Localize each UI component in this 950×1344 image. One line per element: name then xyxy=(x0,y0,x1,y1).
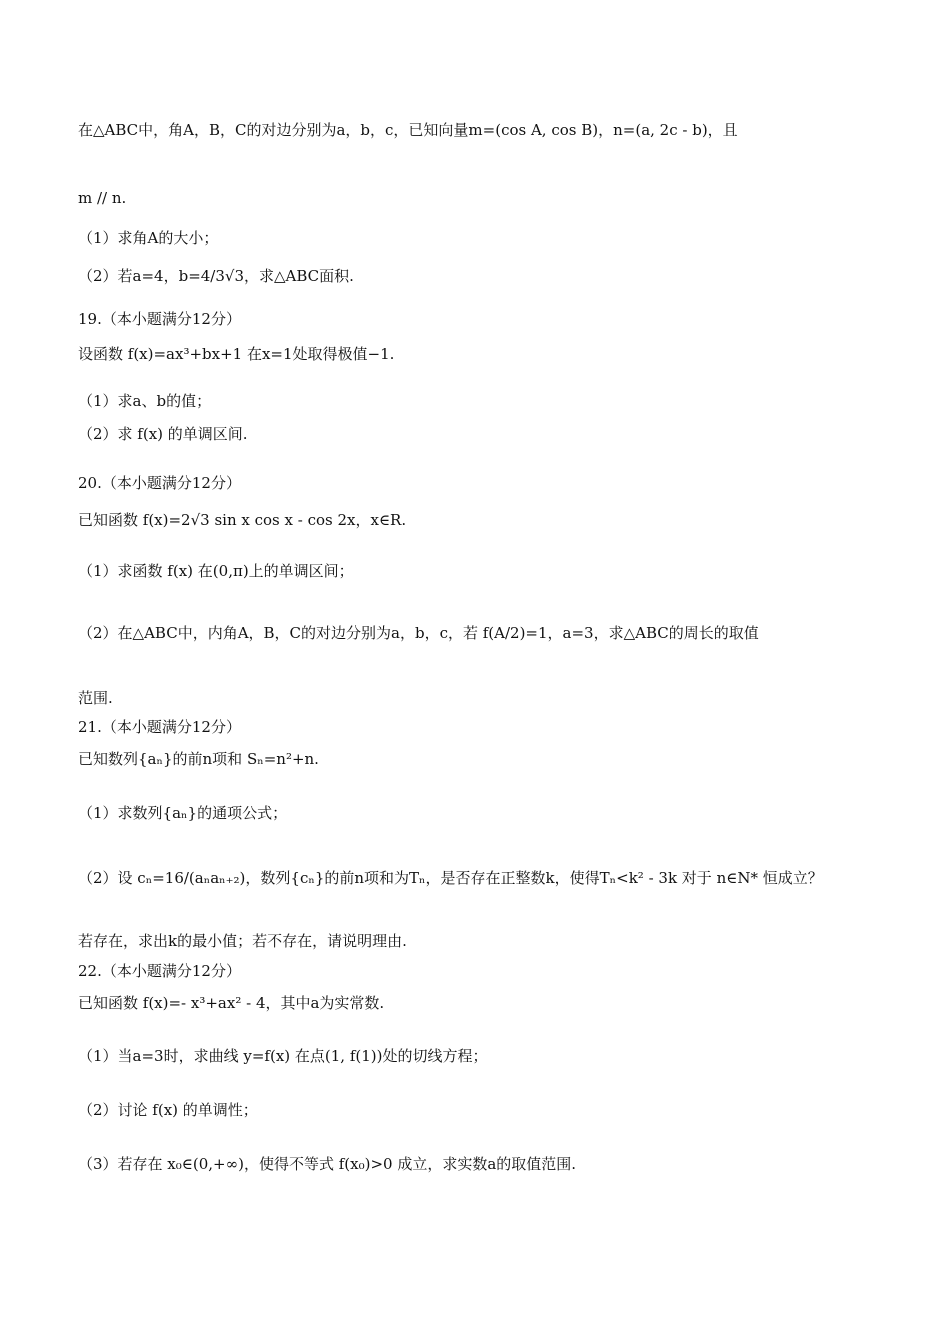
problem22-heading: 22.（本小题满分12分） xyxy=(78,962,241,980)
problem20-q2-cont: 范围. xyxy=(78,689,113,707)
problem20-q1: （1）求函数 f(x) 在(0,π)上的单调区间； xyxy=(78,562,354,580)
problem19-q1: （1）求a、b的值； xyxy=(78,392,212,410)
problem21-stem: 已知数列{aₙ}的前n项和 Sₙ=n²+n. xyxy=(78,750,319,768)
problem20-stem: 已知函数 f(x)=2√3 sin x cos x - cos 2x，x∈R. xyxy=(78,511,407,529)
problem18-q1: （1）求角A的大小； xyxy=(78,229,219,247)
problem21-q2: （2）设 cₙ=16/(aₙaₙ₊₂)，数列{cₙ}的前n项和为Tₙ，是否存在正整数k，使得Tₙ<k² - 3k 对于 n∈N* 恒成立？ xyxy=(78,869,823,887)
problem18-intro: 在△ABC中，角A，B，C的对边分别为a，b，c，已知向量m=(cos A, cos B)，n=(a, 2c - b)，且 xyxy=(78,121,738,139)
problem22-q2: （2）讨论 f(x) 的单调性； xyxy=(78,1101,258,1119)
problem22-q1: （1）当a=3时，求曲线 y=f(x) 在点(1, f(1))处的切线方程； xyxy=(78,1047,488,1065)
problem21-heading: 21.（本小题满分12分） xyxy=(78,718,241,736)
problem20-heading: 20.（本小题满分12分） xyxy=(78,474,241,492)
problem20-q2: （2）在△ABC中，内角A，B，C的对边分别为a，b，c，若 f(A/2)=1，a=3，求△ABC的周长的取值 xyxy=(78,624,759,642)
problem22-stem: 已知函数 f(x)=- x³+ax² - 4，其中a为实常数. xyxy=(78,994,385,1012)
problem21-q2-cont: 若存在，求出k的最小值；若不存在，请说明理由. xyxy=(78,932,407,950)
problem19-q2: （2）求 f(x) 的单调区间. xyxy=(78,425,248,443)
problem22-q3: （3）若存在 x₀∈(0,+∞)，使得不等式 f(x₀)>0 成立，求实数a的取值范围. xyxy=(78,1155,577,1173)
problem19-heading: 19.（本小题满分12分） xyxy=(78,310,241,328)
problem21-q1: （1）求数列{aₙ}的通项公式； xyxy=(78,804,288,822)
problem18-q2: （2）若a=4，b=4/3√3，求△ABC面积. xyxy=(78,267,354,285)
problem19-stem: 设函数 f(x)=ax³+bx+1 在x=1处取得极值−1. xyxy=(78,345,395,363)
problem18-intro-cont: m // n. xyxy=(78,189,127,207)
